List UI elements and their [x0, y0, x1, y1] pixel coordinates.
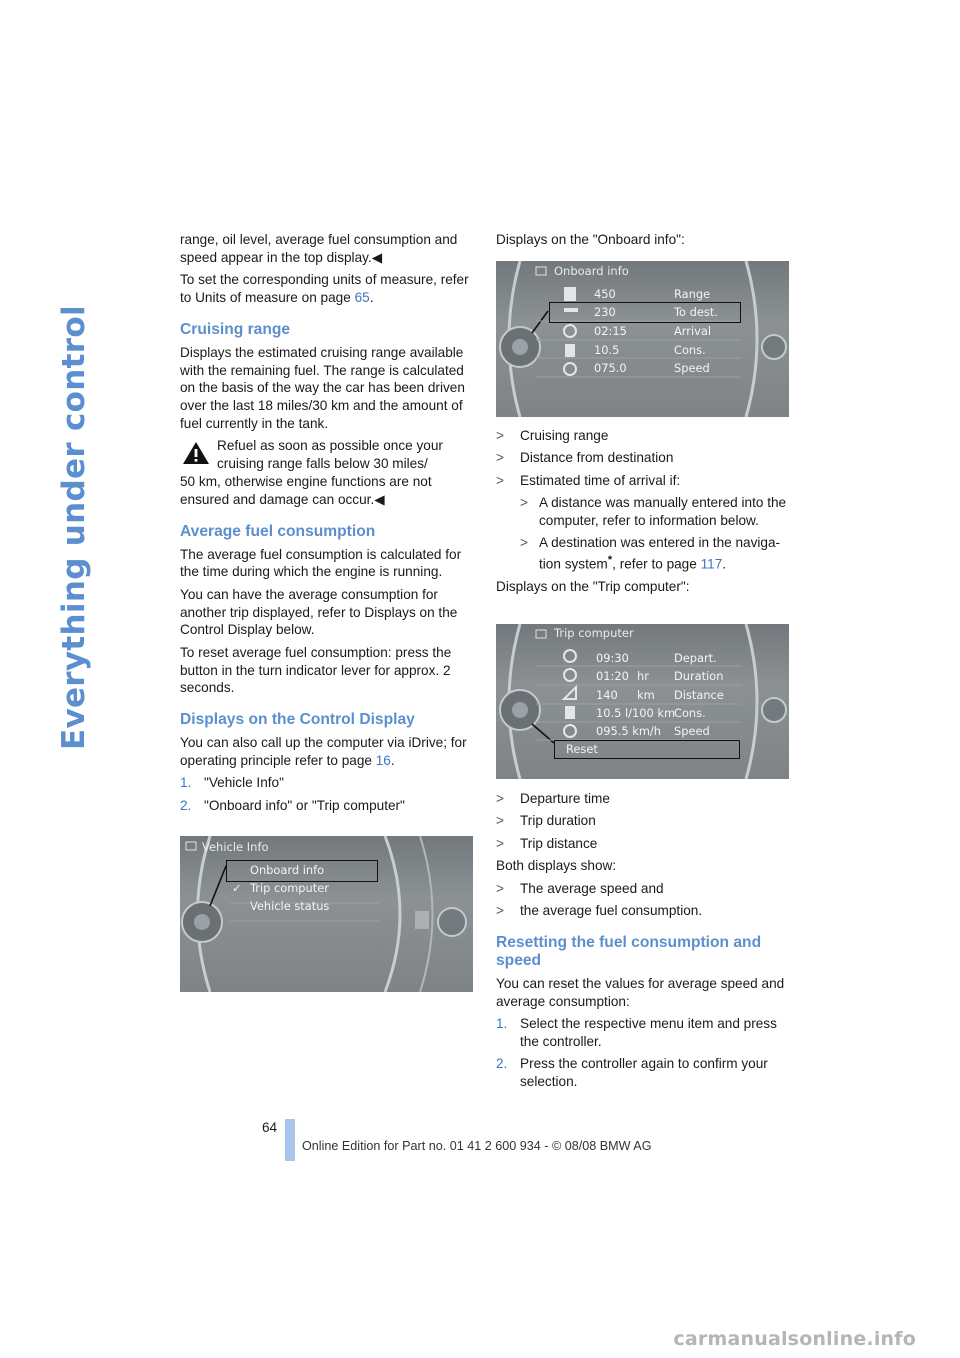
cruising-paragraph: Displays the estimated cruising range available with the remaining fuel. The range is calculated on the basis of the way the car has been driven over the last 18 miles/30 km and the amount of fuel currently in the tank.	[180, 344, 465, 431]
avg-paragraph-2: You can have the average consumption for another trip displayed, refer to Displays on the Control Display below.	[180, 586, 458, 638]
cruising-heading: Cruising range	[180, 320, 291, 338]
screen-title: Trip computer	[554, 626, 634, 640]
trip-label: Cons.	[674, 706, 706, 720]
onboard-value: 450	[594, 287, 616, 301]
footer-bar	[285, 1119, 295, 1161]
edition-footer: Online Edition for Part no. 01 41 2 600 934 - © 08/08 BMW AG	[302, 1139, 652, 1153]
units-page-link[interactable]: 65	[354, 289, 370, 305]
displays-paragraph: You can also call up the computer via iDrive; for operating principle refer to page 16.	[180, 735, 467, 768]
warning-text-first: Refuel as soon as possible once your cruising range falls below 30 miles/	[217, 438, 443, 472]
chapter-title: Everything under control	[56, 305, 92, 750]
units-paragraph: To set the corresponding units of measure, refer to Units of measure on page 65.	[180, 272, 469, 305]
idrive-page-link[interactable]: 16	[375, 752, 391, 768]
trip-value: 140	[596, 688, 618, 702]
trip-unit: km	[637, 688, 655, 702]
left-column	[180, 231, 472, 819]
reset-heading: Resetting the fuel consumption and speed	[496, 933, 762, 969]
watermark: carmanualsonline.info	[673, 1328, 916, 1350]
right-column-top	[496, 231, 792, 253]
avg-heading: Average fuel consumption	[180, 522, 376, 540]
trip-label: Duration	[674, 669, 724, 683]
onboard-intro: Displays on the "Onboard info":	[496, 232, 685, 247]
onboard-label: Speed	[674, 361, 710, 375]
warning-icon	[182, 441, 210, 465]
onboard-label: Cons.	[674, 343, 706, 357]
menu-item-status: Vehicle status	[250, 899, 330, 913]
trip-value: 01:20	[596, 669, 629, 683]
menu-item-onboard: Onboard info	[250, 863, 325, 877]
onboard-value: 075.0	[594, 361, 627, 375]
screen-title: Onboard info	[554, 264, 629, 278]
trip-intro: Displays on the "Trip computer":	[496, 579, 690, 595]
optional-star: *	[607, 554, 613, 567]
navigation-page-link[interactable]: 117	[700, 556, 723, 572]
warning-note	[180, 437, 472, 508]
reset-item: Reset	[566, 742, 598, 756]
warning-text-rest: 50 km, otherwise engine functions are not ensured and damage can occur.◀	[180, 473, 432, 507]
vehicle-info-screenshot	[180, 836, 473, 992]
avg-paragraph-3: To reset average fuel consumption: press the button in the turn indicator lever for approx. 2 seconds.	[180, 644, 452, 696]
onboard-value: 10.5	[594, 343, 620, 357]
trip-value: 09:30	[596, 651, 629, 665]
onboard-label: Range	[674, 287, 711, 301]
list-item: > Departure time	[496, 791, 610, 806]
list-item: > Cruising range	[496, 428, 609, 443]
list-item: > the average fuel consumption.	[496, 902, 703, 918]
page-number: 64	[262, 1120, 278, 1135]
trip-unit: hr	[637, 669, 649, 683]
trip-computer-screenshot	[496, 624, 789, 779]
step-item: 2. "Onboard info" or "Trip computer"	[180, 797, 405, 813]
right-column-bottom	[496, 790, 792, 1095]
trip-label: Depart.	[674, 651, 717, 665]
displays-heading: Displays on the Control Display	[180, 711, 415, 729]
list-item: > Trip distance	[496, 835, 598, 851]
both-displays-text: Both displays show:	[496, 858, 617, 874]
avg-paragraph-1: The average fuel consumption is calculated for the time during which the engine is running.	[180, 546, 462, 580]
list-item: > Estimated time of arrival if:	[496, 472, 681, 488]
step-item: 2. Press the controller again to confirm your selection.	[496, 1056, 768, 1089]
check-icon: ✓	[232, 881, 242, 895]
trip-label: Speed	[674, 724, 710, 738]
trip-value: 095.5 km/h	[596, 724, 661, 738]
list-item: > Trip duration	[496, 813, 596, 829]
onboard-info-screenshot	[496, 261, 789, 417]
onboard-label: Arrival	[674, 324, 712, 338]
reset-paragraph: You can reset the values for average speed and average consumption:	[496, 975, 785, 1009]
onboard-label: To dest.	[674, 305, 718, 319]
trip-label: Distance	[674, 688, 724, 702]
right-column-mid	[496, 427, 792, 600]
menu-item-trip: Trip computer	[250, 881, 329, 895]
list-item: > Distance from destination	[496, 450, 674, 466]
intro-paragraph: range, oil level, average fuel consumption and speed appear in the top display.◀	[180, 232, 458, 265]
onboard-value: 230	[594, 305, 616, 319]
sub-list-item: > A distance was manually entered into the computer, refer to information below.	[520, 495, 787, 528]
list-item: > The average speed and	[496, 880, 664, 896]
sub-list-item: > A destination was entered in the navigation system*, refer to page 117.	[520, 535, 781, 572]
step-item: 1. Select the respective menu item and press the controller.	[496, 1015, 777, 1049]
screen-title: Vehicle Info	[202, 840, 269, 854]
onboard-value: 02:15	[594, 324, 627, 338]
trip-value: 10.5 l/100 km	[596, 706, 676, 720]
step-item: 1. "Vehicle Info"	[180, 775, 284, 791]
